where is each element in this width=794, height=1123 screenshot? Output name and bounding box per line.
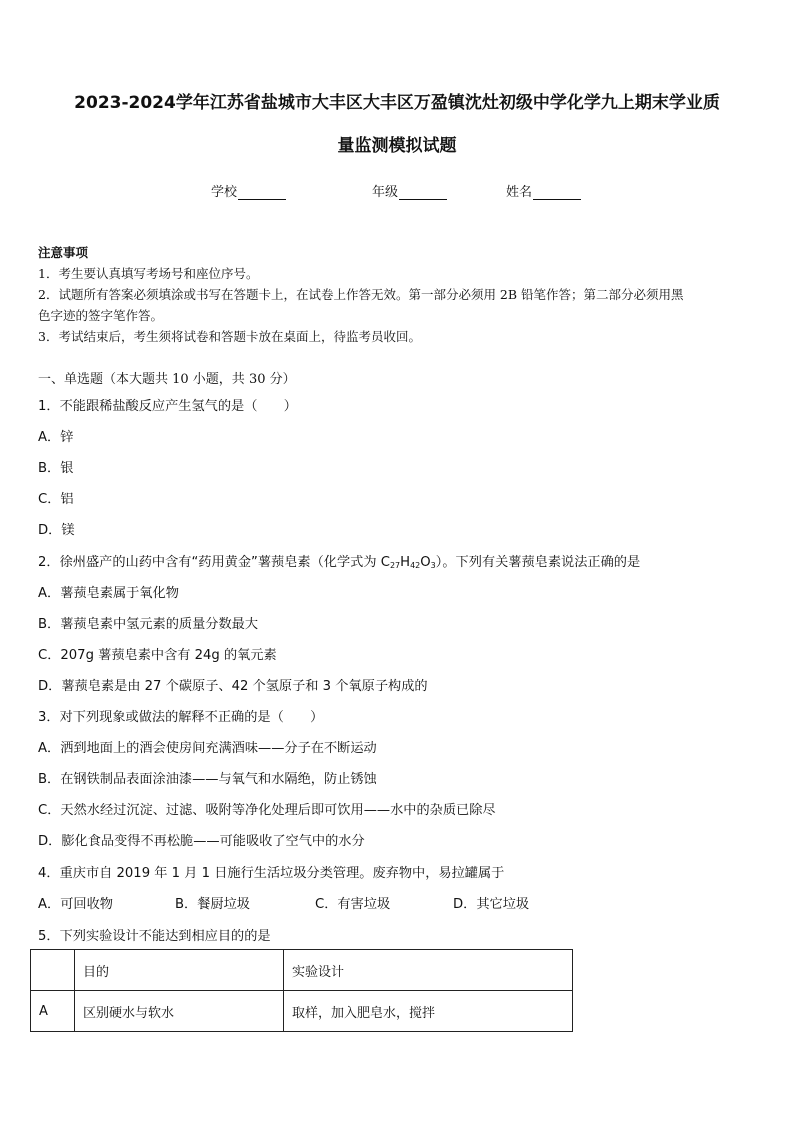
question-4-option-c[interactable]: C．有害垃圾: [315, 897, 391, 912]
notice-item: 2．试题所有答案必须填涂或书写在答题卡上，在试卷上作答无效。第一部分必须用 2B 铅笔作答；第二部分必须用黑: [38, 287, 684, 302]
question-2-option-b[interactable]: B．薯蓣皂素中氢元素的质量分数最大: [38, 617, 259, 632]
question-2-stem-post: ）。下列有关薯蓣皂素说法正确的是: [435, 555, 641, 570]
question-2-stem-pre: 2．徐州盛产的山药中含有“药用黄金”薯蓣皂素（化学式为 C: [38, 555, 390, 570]
question-1-option-c[interactable]: C．铝: [38, 492, 74, 507]
question-5-stem: 5．下列实验设计不能达到相应目的的是: [38, 929, 271, 944]
question-2-option-c[interactable]: C．207g 薯蓣皂素中含有 24g 的氧元素: [38, 648, 277, 663]
school-label: 学校: [211, 185, 238, 200]
formula-subscript: 42: [410, 561, 421, 570]
name-field[interactable]: [506, 181, 581, 200]
question-4-options: [38, 893, 758, 913]
table-header-cell: 实验设计: [284, 950, 573, 991]
question-3-option-b[interactable]: B．在钢铁制品表面涂油漆——与氧气和水隔绝，防止锈蚀: [38, 772, 377, 787]
question-5-table: [30, 949, 573, 1032]
student-info-fields: [0, 181, 794, 201]
exam-title-line-2: 量监测模拟试题: [337, 136, 457, 156]
question-4-option-b[interactable]: B．餐厨垃圾: [175, 897, 250, 912]
question-4-stem: 4．重庆市自 2019 年 1 月 1 日施行生活垃圾分类管理。废弃物中，易拉罐属于: [38, 866, 505, 881]
formula-element: H: [400, 555, 411, 570]
notice-item: 3．考试结束后，考生须将试卷和答题卡放在桌面上，待监考员收回。: [38, 329, 421, 344]
grade-field[interactable]: [372, 181, 447, 200]
question-1-stem: 1．不能跟稀盐酸反应产生氢气的是（ ）: [38, 399, 297, 414]
name-blank[interactable]: [533, 186, 581, 200]
question-3-option-a[interactable]: A．洒到地面上的酒会使房间充满酒味——分子在不断运动: [38, 741, 377, 756]
question-1-option-b[interactable]: B．银: [38, 461, 74, 476]
notice-item: 1．考生要认真填写考场号和座位序号。: [38, 266, 259, 281]
question-4-option-a[interactable]: A．可回收物: [38, 897, 113, 912]
formula-subscript: 3: [430, 561, 436, 570]
grade-label: 年级: [372, 185, 399, 200]
question-1-option-d[interactable]: D．镁: [38, 523, 75, 538]
table-cell: A: [31, 991, 75, 1032]
exam-title-line-1: 2023-2024学年江苏省盐城市大丰区大丰区万盈镇沈灶初级中学化学九上期末学业质: [74, 93, 720, 113]
notice-item: 色字迹的签字笔作答。: [38, 308, 164, 323]
question-2-option-d[interactable]: D．薯蓣皂素是由 27 个碳原子、42 个氢原子和 3 个氧原子构成的: [38, 679, 428, 694]
formula-element: O: [420, 555, 431, 570]
formula-subscript: 27: [389, 561, 401, 570]
school-blank[interactable]: [238, 186, 286, 200]
name-label: 姓名: [506, 185, 533, 200]
school-field[interactable]: [211, 181, 286, 200]
table-cell: 区别硬水与软水: [75, 991, 284, 1032]
question-3-stem: 3．对下列现象或做法的解释不正确的是（ ）: [38, 710, 324, 725]
table-header-cell: 目的: [75, 950, 284, 991]
question-1-option-a[interactable]: A．锌: [38, 430, 74, 445]
grade-blank[interactable]: [399, 186, 447, 200]
question-3-option-d[interactable]: D．膨化食品变得不再松脆——可能吸收了空气中的水分: [38, 834, 365, 849]
question-2-stem: [38, 551, 640, 570]
question-4-option-d[interactable]: D．其它垃圾: [453, 897, 530, 912]
table-cell: 取样，加入肥皂水，搅拌: [284, 991, 573, 1032]
table-header-row: [31, 950, 573, 991]
question-2-option-a[interactable]: A．薯蓣皂素属于氧化物: [38, 586, 179, 601]
section-heading: 一、单选题（本大题共 10 小题，共 30 分）: [38, 372, 296, 387]
notice-heading: 注意事项: [38, 245, 89, 260]
notice-block: [38, 242, 758, 347]
question-3-option-c[interactable]: C．天然水经过沉淀、过滤、吸附等净化处理后即可饮用——水中的杂质已除尽: [38, 803, 496, 818]
table-row: [31, 991, 573, 1032]
table-header-cell: [31, 950, 75, 991]
